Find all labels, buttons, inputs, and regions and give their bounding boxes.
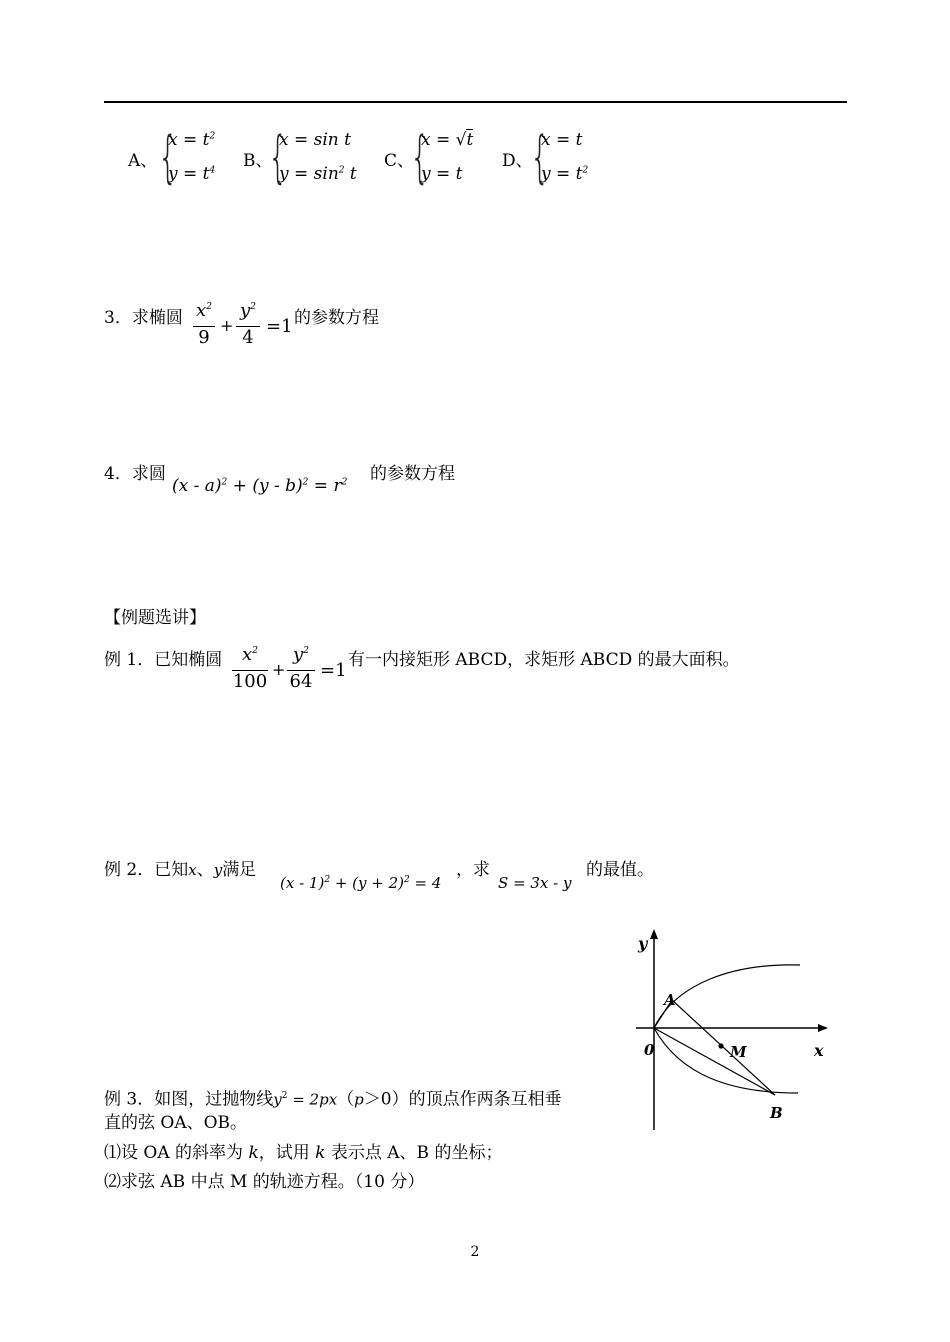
header-rule — [104, 101, 847, 103]
page-number: 2 — [470, 1244, 480, 1260]
ex2-constraint: $(x - 1)^2 + (y + 2)^2 = 4$ — [280, 874, 442, 892]
option-a: A、 { $x = t^2$ $y = t^4$ — [128, 125, 216, 190]
option-a-line2: y = t — [168, 164, 210, 184]
option-d: D、 { x = t $y = t^2$ — [502, 125, 589, 190]
parabola-figure — [620, 925, 840, 1135]
ex2-objective: S = 3x - y — [498, 874, 572, 892]
q3-fraction-x: $x^2$ 9 — [193, 300, 215, 353]
parabola-upper — [654, 965, 800, 1028]
chord-ab — [672, 1000, 775, 1095]
option-c-line2: y = t — [421, 164, 463, 184]
ex3-line2: 直的弦 OA、OB。 — [104, 1113, 248, 1133]
chord-ob — [654, 1028, 775, 1095]
option-a-label: A、 — [128, 151, 158, 171]
section-title: 【例题选讲】 — [104, 608, 206, 628]
x-label: x — [814, 1041, 824, 1060]
y-label: y — [638, 934, 648, 953]
brace-icon: { — [158, 125, 178, 190]
sqrt-icon: √ — [455, 130, 467, 150]
x-axis-arrow-icon — [818, 1024, 828, 1032]
brace-icon: { — [410, 125, 430, 190]
ex3-line3: ⑴设 OA 的斜率为 k，试用 k 表示点 A、B 的坐标； — [104, 1143, 503, 1163]
point-m-label: M — [730, 1043, 747, 1061]
brace-icon: { — [268, 125, 288, 190]
parabola-lower — [654, 1028, 798, 1093]
ex1-prefix: 例 1．已知椭圆 — [104, 650, 223, 670]
q3-suffix: 的参数方程 — [294, 308, 379, 328]
q3-fraction-y: $y^2$ 4 — [236, 300, 260, 353]
q4-prefix: 4．求圆 — [104, 464, 166, 484]
option-d-line2: y = t — [541, 164, 583, 184]
option-b-line1: x = sin t — [279, 130, 351, 150]
ex1-fraction-x: $x^2$ 100 — [232, 644, 268, 692]
point-b-label: B — [770, 1104, 783, 1122]
y-axis-arrow-icon — [650, 929, 658, 939]
ex1-suffix: 有一内接矩形 ABCD，求矩形 ABCD 的最大面积。 — [348, 650, 740, 670]
option-a-line1: x = t — [168, 130, 210, 150]
q4-suffix: 的参数方程 — [370, 464, 455, 484]
option-b: B、 { x = sin t $y = \sin^2 t$ — [243, 125, 357, 190]
option-c: C、 { x = √t y = t — [384, 125, 474, 190]
q4-formula: $(x - a)^2 + (y - b)^2 = r^2$ — [172, 476, 348, 496]
option-c-label: C、 — [384, 151, 415, 171]
option-d-line1: x = t — [541, 130, 583, 150]
ex2-line: 例 2．已知x、y满足 — [104, 860, 257, 880]
ex1-fraction-y: $y^2$ 64 — [287, 644, 315, 697]
option-b-label: B、 — [243, 151, 273, 171]
midpoint-m — [718, 1043, 723, 1048]
point-a-label: A — [664, 991, 676, 1009]
option-d-label: D、 — [502, 151, 533, 171]
brace-icon: { — [530, 125, 550, 190]
ex3-line1: 例 3．如图，过抛物线$y^2 = 2px(p>0)$的顶点作两条互相垂 — [104, 1089, 562, 1110]
option-b-line2: y = sin — [279, 164, 339, 184]
origin-label: 0 — [644, 1041, 655, 1059]
ex3-line4: ⑵求弦 AB 中点 M 的轨迹方程。（10 分） — [104, 1172, 425, 1192]
q3-prefix: 3．求椭圆 — [104, 308, 183, 328]
ex2-suffix: 的最值。 — [586, 860, 654, 880]
